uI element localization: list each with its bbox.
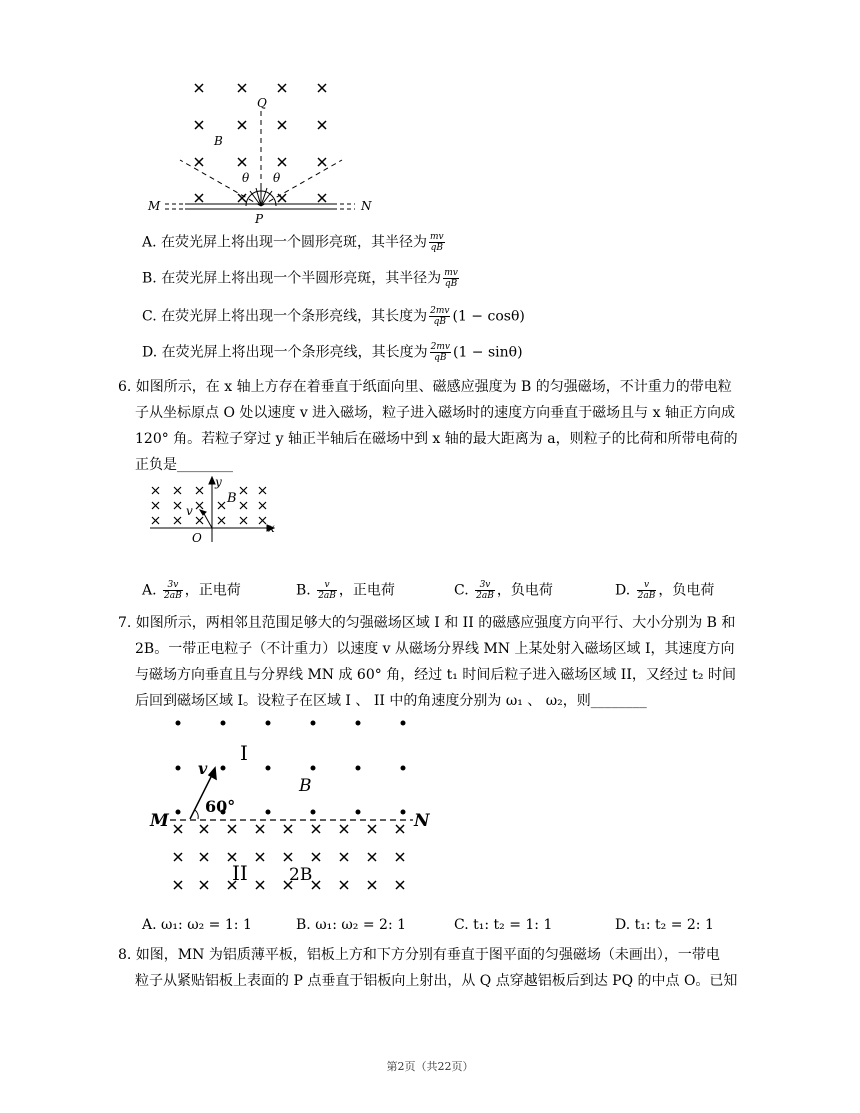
q7-option-a: A. ω₁: ω₂ = 1: 1 <box>142 917 252 933</box>
q5-option-d: D. 在荧光屏上将出现一个条形亮线，其长度为 $\frac{2mv}{qB}$ (1 − sinθ) <box>142 342 523 363</box>
q5-option-d-fraction: $\frac{2mv}{qB}$ <box>430 342 450 363</box>
q6-option-b-fraction: $\frac{v}{2aB}$ <box>318 580 336 601</box>
q6-option-b: B. $\frac{v}{2aB}$ ，正电荷 <box>296 580 395 601</box>
q6-label-y: y <box>215 476 222 489</box>
q7-label-B: B <box>299 776 312 796</box>
q5-label-M: M <box>148 199 161 213</box>
q6-text-line-2: 子从坐标原点 O 处以速度 v 进入磁场，粒子进入磁场时的速度方向垂直于磁场且与 x 轴正方向成 <box>135 405 735 421</box>
q6-option-a: A. $\frac{3v}{2aB}$ ，正电荷 <box>142 580 241 601</box>
q7-label-v: v <box>198 759 208 778</box>
q7-label-N: N <box>414 811 430 831</box>
q6-option-d: D. $\frac{v}{2aB}$ ，负电荷 <box>615 580 715 601</box>
q6-option-c-fraction: $\frac{3v}{2aB}$ <box>476 580 494 601</box>
q5-label-theta-right: θ <box>273 171 281 185</box>
q6-text-line-3: 120° 角。若粒子穿过 y 轴正半轴后在磁场中到 x 轴的最大距离为 a，则粒子的比荷和所带电荷的 <box>135 431 738 447</box>
q5-option-b: B. 在荧光屏上将出现一个半圆形亮斑，其半径为 $\frac{mv}{qB}$ <box>142 268 458 289</box>
q7-figure <box>148 712 448 897</box>
q7-option-b: B. ω₁: ω₂ = 2: 1 <box>296 917 407 933</box>
q5-label-P: P <box>255 212 264 226</box>
q5-velocity-arrows <box>246 187 276 206</box>
q7-text-line-1: 7. 如图所示，两相邻且范围足够大的匀强磁场区域 I 和 II 的磁感应强度方向平行、大小分别为 B 和 <box>118 615 736 631</box>
q6-option-c: C. $\frac{3v}{2aB}$ ，负电荷 <box>454 580 553 601</box>
q6-text-line-4: 正负是________ <box>135 457 233 473</box>
q6-label-B: B <box>227 491 237 506</box>
q7-text-line-4: 后回到磁场区域 I。设粒子在区域 I 、 II 中的角速度分别为 ω₁ 、 ω₂，则________ <box>135 693 647 709</box>
q6-option-d-fraction: $\frac{v}{2aB}$ <box>637 580 656 601</box>
q7-text-line-2: 2B。一带正电粒子（不计重力）以速度 v 从磁场分界线 MN 上某处射入磁场区域 I，其速度方向 <box>135 641 735 657</box>
q6-option-a-fraction: $\frac{3v}{2aB}$ <box>164 580 182 601</box>
q5-label-B: B <box>214 134 223 148</box>
q6-label-x: x <box>268 521 275 535</box>
page-footer: 第2页（共22页） <box>386 1060 474 1073</box>
q5-option-a-fraction: $\frac{mv}{qB}$ <box>430 232 444 253</box>
q7-text-line-3: 与磁场方向垂直且与分界线 MN 成 60° 角，经过 t₁ 时间后粒子进入磁场区域 II，又经过 t₂ 时间 <box>135 667 736 683</box>
q7-label-M: M <box>150 811 169 831</box>
q8-text-line-2: 粒子从紧贴铝板上表面的 P 点垂直于铝板向上射出，从 Q 点穿越铝板后到达 PQ 的中点 O。已知 <box>135 973 738 989</box>
q6-field-crosses <box>152 487 266 524</box>
q5-option-c: C. 在荧光屏上将出现一个条形亮线，其长度为 $\frac{2mv}{qB}$ (1 − cosθ) <box>142 306 525 327</box>
q6-text-line-1: 6. 如图所示，在 x 轴上方存在着垂直于纸面向里、磁感应强度为 B 的匀强磁场，不计重力的带电粒 <box>118 379 732 395</box>
q6-figure <box>145 476 280 546</box>
q5-label-N: N <box>361 199 372 213</box>
q7-option-c: C. t₁: t₂ = 1: 1 <box>454 917 553 933</box>
q5-label-Q: Q <box>257 96 267 110</box>
q5-option-b-fraction: $\frac{mv}{qB}$ <box>444 268 458 289</box>
q5-label-theta-left: θ <box>242 171 250 185</box>
q7-option-d: D. t₁: t₂ = 2: 1 <box>615 917 714 933</box>
q7-label-angle: 60° <box>205 797 236 816</box>
q8-text-line-1: 8. 如图，MN 为铝质薄平板，铝板上方和下方分别有垂直于图平面的匀强磁场（未画出），一带电 <box>118 947 720 963</box>
q6-label-O: O <box>192 531 202 545</box>
q5-option-a: A. 在荧光屏上将出现一个圆形亮斑，其半径为 $\frac{mv}{qB}$ <box>142 232 444 253</box>
q7-label-region-II: II <box>232 861 248 885</box>
q7-label-region-I: I <box>240 741 248 765</box>
q7-label-2B: 2B <box>289 865 313 885</box>
q6-axes <box>150 477 274 542</box>
q6-label-v: v <box>186 504 193 518</box>
q5-option-c-fraction: $\frac{2mv}{qB}$ <box>430 306 450 327</box>
q5-figure <box>140 78 380 228</box>
